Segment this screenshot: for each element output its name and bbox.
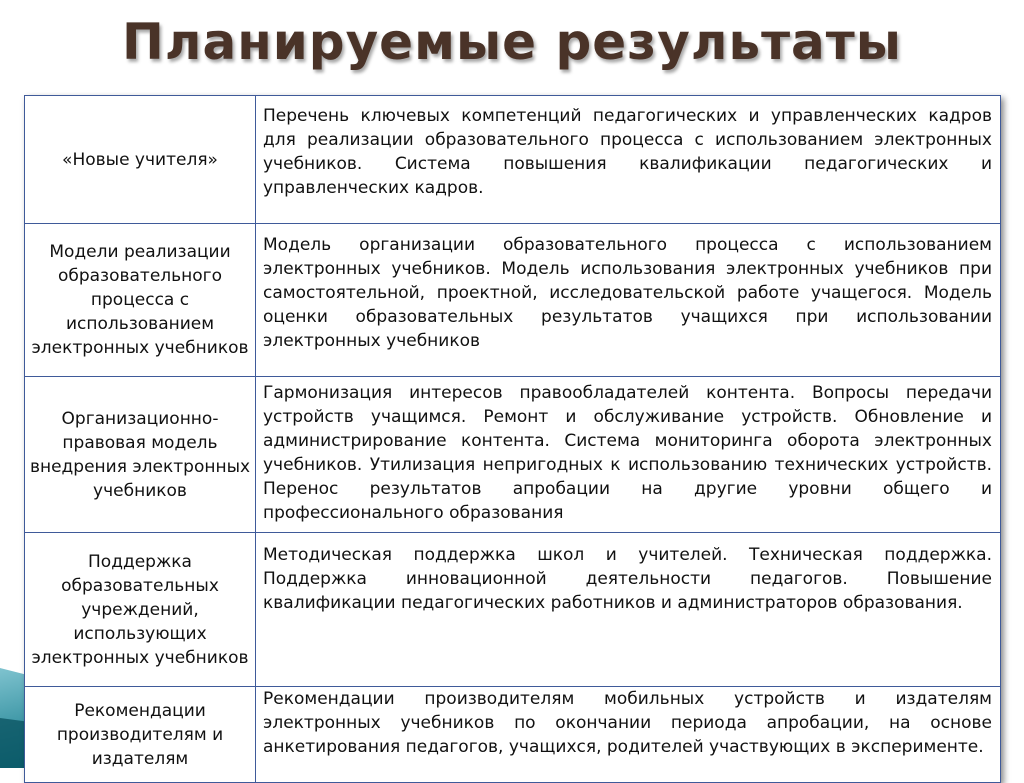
table-row [25, 224, 1001, 377]
row-label: Рекомендации производителям и издателям [25, 687, 256, 783]
row-label: Организационно-правовая модель внедрения электронных учебников [25, 377, 256, 533]
page-title: Планируемые результаты [122, 13, 902, 71]
table-row [25, 533, 1001, 687]
row-label: «Новые учителя» [25, 96, 256, 224]
row-description: Рекомендации производителям мобильных устройств и издателям электронных учебников по окончании периода апробации, на основе анкетирования педагогов, учащихся, родителей участвующих в эксперименте. [256, 687, 1001, 783]
row-description: Модель организации образовательного процесса с использованием электронных учебников. Модель использования электронных учебников при самостоятельной, проектной, исследовательской работе учащегося. Модель оценки образовательных результатов учащихся при использовании электронных учебников [256, 224, 1001, 377]
table-row [25, 687, 1001, 783]
row-description: Гармонизация интересов правообладателей контента. Вопросы передачи устройств учащимся. Ремонт и обслуживание устройств. Обновление и администрирование контента. Система мониторинга оборота электронных учебников. Утилизация непригодных к использованию технических устройств. Перенос результатов апробации на другие уровни общего и профессионального образования [256, 377, 1001, 533]
row-label: Модели реализации образовательного процесса с использованием электронных учебников [25, 224, 256, 377]
table-row [25, 96, 1001, 224]
row-description: Методическая поддержка школ и учителей. Техническая поддержка. Поддержка инновационной деятельности педагогов. Повышение квалификации педагогических работников и администраторов образования. [256, 533, 1001, 687]
row-description: Перечень ключевых компетенций педагогических и управленческих кадров для реализации образовательного процесса с использованием электронных учебников. Система повышения квалификации педагогических и управленческих кадров. [256, 96, 1001, 224]
row-label: Поддержка образовательных учреждений, использующих электронных учебников [25, 533, 256, 687]
results-table [24, 95, 1001, 783]
table-row [25, 377, 1001, 533]
